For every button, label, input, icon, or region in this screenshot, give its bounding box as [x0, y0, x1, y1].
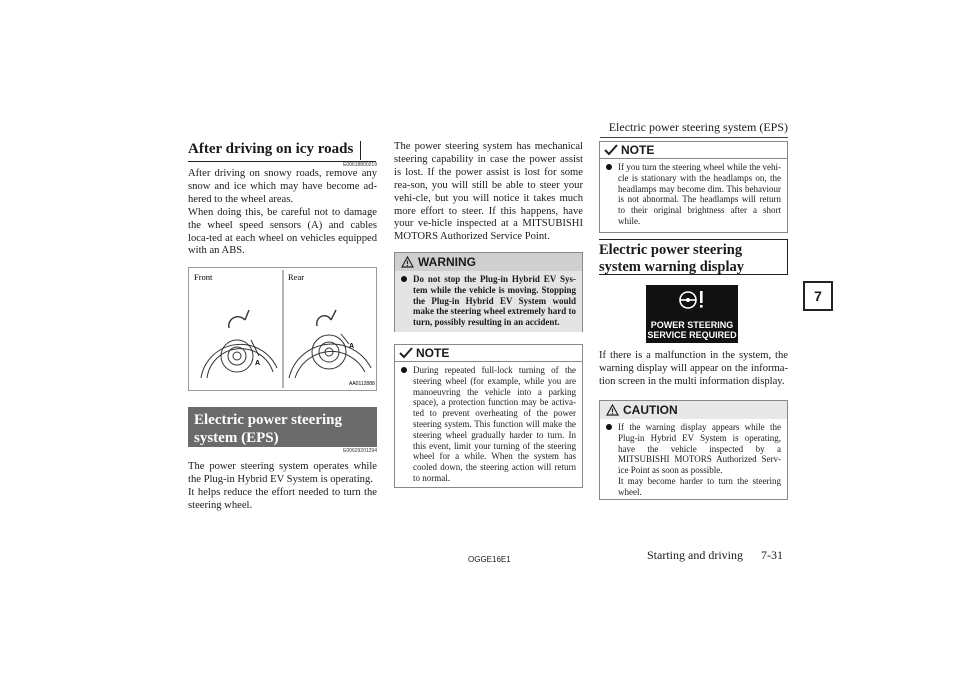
- heading-eps: Electric power steering system (EPS): [188, 407, 377, 447]
- paragraph-mechanical-steering: The power steering system has mechanical steering capability in case the power assist is lost. If the power assist is lost for some rea-son, you will still be able to steer your vehi-cle, but you will notice it takes much more effort to steer. If this happens, have your ve-hicle inspected at a MITSUBISHI MOTORS Authorized Service Point.: [394, 141, 583, 243]
- warning-text: Do not stop the Plug-in Hybrid EV Sys-tem while the vehicle is moving. Stopping the Plug-in Hybrid EV System would make the steering wheel extremely hard to turn, possibly resulting in an accident.: [413, 274, 576, 328]
- marker-a-front: A: [255, 360, 261, 367]
- footer-code: OGGE16E1: [468, 555, 511, 564]
- note-text: During repeated full-lock turning of the steering wheel (for example, while you are manoeuvring the vehicle into a parking space), a protection function may be activa-ted to prevent overheating of the power steering system. This function will make the steering wheel gradually harder to turn. In this event, limit your turning of the steering wheel for a while. When the system has cooled down, the steering action will return to normal.: [413, 365, 576, 483]
- paragraph-eps-1: The power steering system operates while the Plug-in Hybrid EV System is operating.: [188, 461, 377, 485]
- page-number: 7-31: [761, 548, 783, 562]
- bullet-icon: [401, 276, 407, 282]
- note-text-headlamps: If you turn the steering wheel while the vehi-cle is stationary with the headlamps on, the headlamps may become dim. This behaviour is not abnormal. The headlamps will return to their original brightness after a short while.: [618, 162, 781, 226]
- bullet-icon: [606, 424, 612, 430]
- note-box-headlamps: [599, 141, 788, 233]
- rear-wheel-drawing: [289, 310, 371, 378]
- caution-triangle-icon: [606, 404, 619, 416]
- display-line-2: SERVICE REQUIRED: [647, 330, 737, 340]
- section-code: E00618800219: [343, 162, 377, 168]
- warning-header: [395, 253, 582, 271]
- paragraph-icy-2: When doing this, be careful not to damage the wheel speed sensors (A) and cables loca-ted at each wheel on vehicles equipped with an ABS.: [188, 206, 377, 257]
- label-front: Front: [194, 272, 213, 282]
- paragraph-eps-2: It helps reduce the effort needed to turn the steering wheel.: [188, 486, 377, 511]
- caution-label: CAUTION: [623, 403, 678, 417]
- warning-label: WARNING: [418, 255, 476, 269]
- note-header: [395, 345, 582, 362]
- warning-triangle-icon: [401, 256, 414, 268]
- label-rear: Rear: [288, 272, 305, 282]
- note-header: [600, 142, 787, 159]
- footer-section: Starting and driving: [647, 548, 743, 562]
- note-box: [394, 344, 583, 488]
- front-wheel-drawing: [201, 310, 277, 378]
- warning-item: [395, 271, 582, 332]
- header-rule: [600, 137, 788, 138]
- heading-eps-warning-display: Electric power steering system warning display: [599, 239, 788, 275]
- note-check-icon: [604, 144, 618, 156]
- caution-text-2: It may become harder to turn the steering wheel.: [618, 475, 781, 497]
- paragraph-icy-1: After driving on snowy roads, remove any snow and ice which may have become ad-hered to the wheel areas.: [188, 168, 377, 205]
- note-item: [395, 362, 582, 488]
- chapter-tab: 7: [803, 281, 833, 311]
- caution-text-1: If the warning display appears while the Plug-in Hybrid EV System is operating, have the vehicle inspected by a MITSUBISHI MOTORS Authorized Serv-ice Point as soon as possible.: [618, 422, 781, 476]
- caution-header: [600, 401, 787, 419]
- eps-warning-display-image: [646, 285, 738, 343]
- note-label: NOTE: [621, 143, 655, 157]
- paragraph-icy: [188, 168, 377, 258]
- steering-warning-icon: [646, 285, 738, 315]
- running-header: Electric power steering system (EPS): [608, 120, 788, 134]
- marker-a-rear: A: [349, 343, 355, 350]
- figure-code: AA0112888: [349, 381, 375, 387]
- note-item: [600, 159, 787, 231]
- section-code-eps: E00629201294: [343, 448, 377, 454]
- note-check-icon: [399, 347, 413, 359]
- paragraph-eps: [188, 461, 377, 513]
- note-label: NOTE: [416, 346, 450, 360]
- wheel-sensor-illustration: [189, 268, 376, 390]
- bullet-icon: [606, 164, 612, 170]
- heading-after-icy-roads: After driving on icy roads: [188, 141, 361, 160]
- wheel-speed-sensor-figure: [188, 267, 377, 391]
- display-line-1: POWER STEERING: [650, 320, 734, 330]
- bullet-icon: [401, 367, 407, 373]
- warning-box: [394, 252, 583, 332]
- caution-box: [599, 400, 788, 500]
- caution-item: [600, 419, 787, 502]
- paragraph-warning-display: If there is a malfunction in the system, the warning display will appear on the informa-tion screen in the multi information display.: [599, 350, 788, 387]
